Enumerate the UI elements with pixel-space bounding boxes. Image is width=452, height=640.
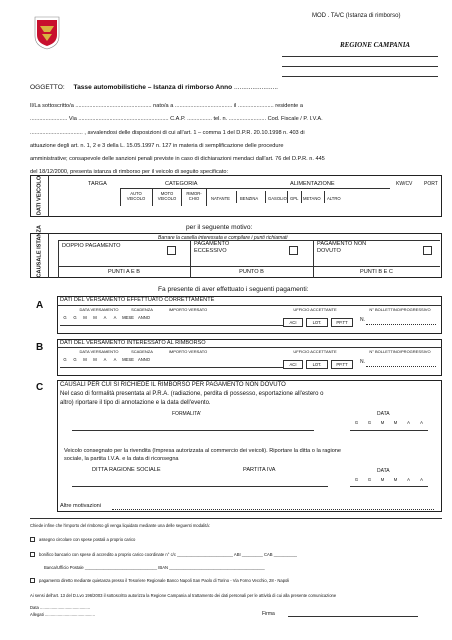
section-a-col-data: DATA VERSAMENTO — [79, 307, 119, 312]
alim-gpl: GPL — [290, 196, 299, 201]
payment-option-quietanza: pagamento diretto mediante quietanza presso il Tesoriere Regionale Banco Napoli San Paolo di Torino - Via Forno Vecchio, 28 - Napoli — [30, 578, 289, 583]
firma-label: Firma — [262, 611, 275, 617]
pagamenti-title: Fa presente di aver effettuato i seguenti pagamenti: — [158, 286, 309, 293]
checkbox-pagamento-eccessivo[interactable] — [289, 246, 298, 255]
chiede-text: Chiede infine che l'importo del rimborso gli venga liquidato mediante una delle seguenti modalità: — [30, 523, 210, 528]
option-pagamento-eccessivo: PAGAMENTO ECCESSIVO — [194, 241, 230, 254]
region-seal-icon — [34, 16, 60, 50]
checkbox-bonifico[interactable] — [30, 552, 35, 557]
date-cell[interactable]: M — [93, 357, 97, 362]
allegati-field[interactable]: Allegati ........................................... — [30, 612, 95, 617]
date-cell[interactable]: ANNO — [137, 357, 151, 362]
section-c-data2-label: DATA — [377, 468, 390, 474]
port-label: PORT — [424, 181, 438, 187]
section-a-col-ufficio: UFFICIO ACCETTANTE — [293, 307, 337, 312]
checkbox-pagamento-non-dovuto[interactable] — [423, 246, 432, 255]
section-c-text4: sociale, la partita I.V.A. e la data di riconsegna — [64, 456, 179, 462]
formalita-field[interactable] — [72, 430, 314, 431]
section-a-col-scadenza: SCADENZA — [131, 307, 153, 312]
partita-iva-label: PARTITA IVA — [243, 467, 276, 473]
address-line-2[interactable] — [282, 66, 438, 67]
causale-side-label: CAUSALE ISTANZA — [36, 225, 43, 278]
region-logo — [34, 16, 60, 50]
section-c-text1: Nel caso di formalità presentata al P.R.A. (radiazione, perdita di possesso, esportazione all'estero o — [60, 391, 324, 397]
payment-option-assegno: assegno circolare con spese postali a proprio carico — [30, 537, 135, 542]
altre-motivazioni-label: Altre motivazioni — [60, 503, 102, 509]
formalita-label: FORMALITA' — [172, 411, 202, 417]
alim-altro: ALTRO — [327, 196, 341, 201]
date-cell[interactable]: ANNO — [137, 315, 151, 320]
section-c-title: CAUSALI PER CUI SI RICHIEDE IL RIMBORSO PER PAGAMENTO NON DOVUTO — [60, 382, 286, 388]
section-a-col-bollettino: N° BOLLETTINO/PROGRESSIVO — [369, 307, 431, 312]
section-a-ufficio-pptt[interactable]: PP.TT — [331, 318, 353, 327]
checkbox-doppio-pagamento[interactable] — [167, 246, 176, 255]
banca-line[interactable]: Banca/Ufficio Postale _______________________________ IBAN _________________________________________ — [44, 565, 265, 570]
section-c-date2-cells[interactable] — [350, 477, 428, 482]
date-cell[interactable]: A — [103, 357, 107, 362]
date-cell[interactable]: G — [73, 315, 77, 320]
firma-field[interactable] — [288, 616, 418, 617]
section-b-col-data: DATA VERSAMENTO — [79, 349, 119, 354]
alim-benzina: BENZINA — [240, 196, 259, 201]
categoria-label: CATEGORIA — [165, 181, 198, 187]
section-c-letter: C — [36, 382, 44, 393]
date-cell[interactable]: MESE — [122, 357, 134, 362]
section-b-date-cells[interactable] — [60, 357, 180, 367]
intro-line: ........................ Via .......................................................... C.A.P. ................ tel. n. ........................ Cod. Fiscale / P. I.V.A. — [30, 116, 323, 123]
alim-gasolio: GASOLIO — [268, 196, 287, 201]
section-b-col-importo: IMPORTO VERSATO — [168, 349, 208, 354]
date-cell[interactable]: M — [393, 420, 398, 425]
section-b-ufficio-pptt[interactable]: PP.TT — [331, 360, 353, 369]
oggetto-line — [30, 84, 278, 92]
date-cell[interactable]: M — [393, 477, 398, 482]
section-a-date-cells[interactable] — [60, 315, 180, 325]
section-c-date-cells[interactable] — [350, 420, 428, 425]
intro-line: del 18/12/2000, presenta istanza di rimborso per il veicolo di seguito specificato: — [30, 169, 229, 176]
address-line-3[interactable] — [282, 76, 438, 77]
section-a-ufficio-lot[interactable]: LOT. — [306, 318, 328, 327]
section-a-title: DATI DEL VERSAMENTO EFFETTUATO CORRETTAMENTE — [60, 297, 215, 303]
punto-b: PUNTO B — [239, 269, 264, 275]
date-cell[interactable]: A — [113, 315, 117, 320]
date-cell[interactable]: G — [63, 315, 67, 320]
cat-moto: MOTO VEICOLO — [157, 191, 177, 202]
option-pagamento-non-dovuto: PAGAMENTO NON DOVUTO — [317, 241, 367, 254]
section-b-title: DATI DEL VERSAMENTO INTERESSATO AL RIMBORSO — [60, 340, 206, 346]
date-cell[interactable]: G — [354, 420, 359, 425]
date-cell[interactable]: M — [93, 315, 97, 320]
date-cell[interactable]: M — [83, 357, 87, 362]
ditta-label: DITTA RAGIONE SOCIALE — [92, 467, 161, 473]
cat-auto: AUTO VEICOLO — [126, 191, 146, 202]
alim-metano: METANO — [303, 196, 321, 201]
section-c-text3: Veicolo consegnato per la rivendita (Impresa autorizzata al commercio dei veicoli). Riportare la ditta o la ragione — [64, 448, 342, 454]
date-cell[interactable]: A — [407, 477, 410, 482]
section-b-col-ufficio: UFFICIO ACCETTANTE — [293, 349, 337, 354]
section-a-col-importo: IMPORTO VERSATO — [168, 307, 208, 312]
date-cell[interactable]: M — [83, 315, 87, 320]
section-b-n-label: N. — [360, 359, 365, 365]
intro-line: .................................. , avvalendosi delle disposizioni di cui all'art. 1 – comma 1 del D.P.R. 20.10.1998 n. 403 di — [30, 129, 305, 136]
alim-natante: NATANTE — [211, 196, 230, 201]
date-cell[interactable]: M — [380, 477, 385, 482]
intro-line: attuazione degli art. n. 1, 2 e 3 della L. 15.05.1997 n. 127 in materia di semplificazione delle procedure — [30, 142, 284, 149]
kwcv-label: KW/CV — [396, 181, 413, 187]
oggetto-dots[interactable]: ........................ — [234, 84, 278, 91]
address-line-1[interactable] — [282, 56, 438, 57]
section-a-n-field[interactable] — [366, 324, 436, 325]
section-c-text2: altro) riportare il tipo di annotazione e la data dell'evento. — [60, 400, 211, 406]
date-cell[interactable]: MESE — [122, 315, 134, 320]
option-doppio-pagamento: DOPPIO PAGAMENTO — [62, 243, 121, 249]
alimentazione-label: ALIMENTAZIONE — [290, 181, 335, 187]
section-a-letter: A — [36, 300, 44, 311]
section-a-n-label: N. — [360, 317, 365, 323]
date-cell[interactable]: A — [420, 477, 423, 482]
date-cell[interactable]: G — [367, 477, 372, 482]
date-cell[interactable]: G — [73, 357, 77, 362]
section-a-ufficio-aci[interactable]: ACI — [283, 318, 303, 327]
section-b-ufficio-aci[interactable]: ACI — [283, 360, 303, 369]
dati-veicolo-side-label: DATI VEICOLO — [36, 175, 43, 216]
date-cell[interactable]: G — [354, 477, 359, 482]
motivo-title: per il seguente motivo: — [186, 224, 253, 231]
targa-label: TARGA — [88, 181, 107, 187]
intro-line: Il/La sottoscritto/a ................................................. nato/a a ..................................... il ....................... residente a — [30, 103, 303, 109]
section-b-col-bollettino: N° BOLLETTINO/PROGRESSIVO — [369, 349, 431, 354]
punti-b-c: PUNTI B E C — [360, 269, 393, 275]
checkbox-quietanza[interactable] — [30, 578, 35, 583]
altre-motivazioni-field[interactable] — [112, 509, 434, 510]
privacy-text: Ai sensi dell'art. 13 del D.Lvo 196/2003 il sottoscritto autorizza la Regione Campania al trattamento dei dati personali per le attività di cui alla presente comunicazione — [30, 593, 337, 598]
region-name: REGIONE CAMPANIA — [340, 41, 411, 49]
date-cell[interactable]: A — [420, 420, 423, 425]
date-cell[interactable]: M — [380, 420, 385, 425]
payment-option-bonifico: bonifico bancario con spese di accredito a proprio carico coordinate n° c/c ________________________ ABI _________ CAB __________ — [30, 552, 297, 557]
section-b-n-field[interactable] — [366, 366, 436, 367]
intro-paragraph — [30, 100, 440, 180]
date-cell[interactable]: A — [113, 357, 117, 362]
ditta-field[interactable] — [72, 486, 328, 487]
section-b-col-scadenza: SCADENZA — [131, 349, 153, 354]
oggetto-text: Tasse automobilistiche – Istanza di rimborso Anno — [73, 84, 233, 91]
intro-line: amministrative; consapevole delle sanzioni penali previste in caso di dichiarazioni mendaci dall'art. 76 del D.P.R. n. 445 — [30, 156, 325, 163]
form-code: MOD . TA/C (Istanza di rimborso) — [312, 13, 401, 19]
cat-rimorchio: RIMOR-CHIO — [186, 191, 202, 202]
date-cell[interactable]: G — [367, 420, 372, 425]
date-cell[interactable]: A — [103, 315, 107, 320]
oggetto-label: OGGETTO: — [30, 84, 65, 91]
data-field[interactable]: Data ........................................... — [30, 605, 91, 610]
date-cell[interactable]: A — [407, 420, 410, 425]
date-cell[interactable]: G — [63, 357, 67, 362]
punti-a-b: PUNTI A E B — [107, 269, 141, 275]
checkbox-assegno[interactable] — [30, 537, 35, 542]
motivo-subtitle: Barrare la casella interessata e compilare i punti richiamati — [158, 235, 288, 241]
section-b-ufficio-lot[interactable]: LOT. — [306, 360, 328, 369]
section-c-data-label: DATA — [377, 411, 390, 417]
section-b-letter: B — [36, 342, 44, 353]
